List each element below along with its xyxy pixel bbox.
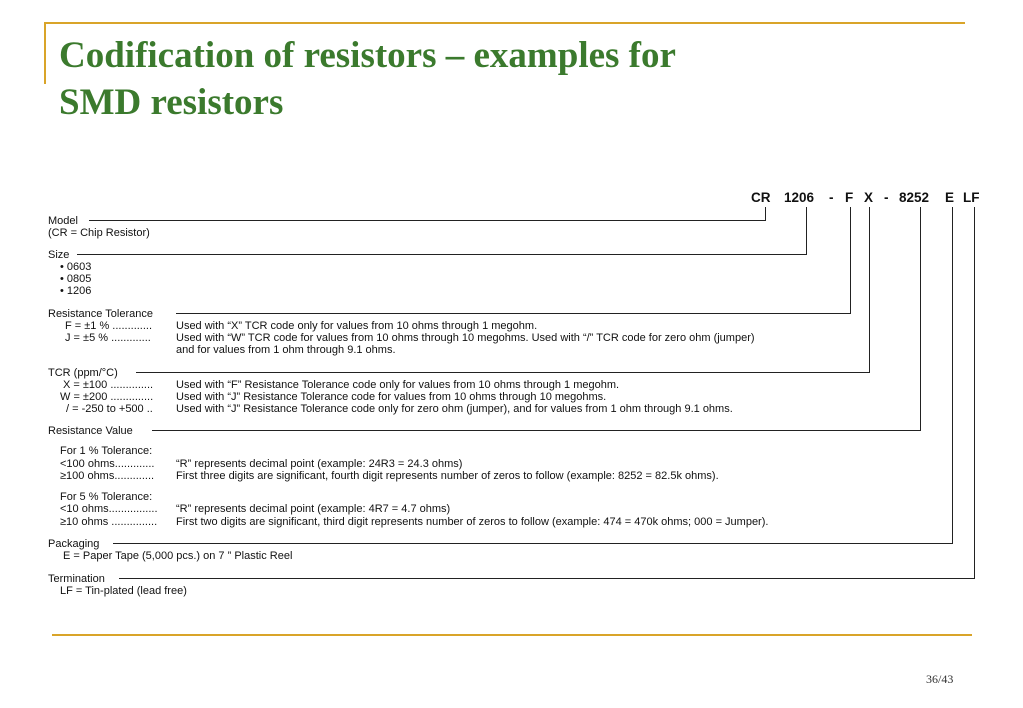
page-number: 36/43 (926, 672, 954, 686)
size-item: • 0603 (60, 261, 92, 273)
tcr-key: W = ±200 .............. (60, 391, 154, 403)
tcr-key: / = -250 to +500 .. (66, 403, 153, 415)
termination-line: LF = Tin-plated (lead free) (60, 585, 187, 597)
value-desc: First three digits are significant, fourth digit represents number of zeros to follow (example: 8252 = 82.5k ohms). (176, 470, 719, 482)
tcr-key: X = ±100 .............. (63, 379, 154, 391)
termination-heading: Termination (48, 573, 105, 585)
tcr-heading: TCR (ppm/°C) (48, 367, 118, 379)
size-heading: Size (48, 249, 70, 261)
model-line: (CR = Chip Resistor) (48, 227, 150, 239)
tolerance-heading: Resistance Tolerance (48, 308, 153, 320)
tolerance-desc: and for values from 1 ohm through 9.1 ohms. (176, 344, 396, 356)
code-size: 1206 (784, 190, 815, 205)
packaging-line: E = Paper Tape (5,000 pcs.) on 7 ” Plastic Reel (63, 550, 293, 562)
tcr-desc: Used with “J” Resistance Tolerance code only for zero ohm (jumper), and for values from 1 ohm through 9.1 ohms. (176, 403, 733, 415)
code-dash-2: - (884, 190, 889, 205)
value-desc: “R” represents decimal point (example: 24R3 = 24.3 ohms) (176, 458, 463, 470)
code-tolerance: F (845, 190, 854, 205)
tolerance-key: J = ±5 % ............. (65, 332, 151, 344)
size-item: • 1206 (60, 285, 92, 297)
code-tcr: X (864, 190, 874, 205)
tolerance-desc: Used with “X” TCR code only for values from 10 ohms through 1 megohm. (176, 320, 538, 332)
value-key: ≥10 ohms ............... (60, 516, 158, 528)
tcr-desc: Used with “F” Resistance Tolerance code only for values from 10 ohms through 1 megohm. (176, 379, 620, 391)
value-desc: First two digits are significant, third digit represents number of zeros to follow (example: 474 = 470k ohms; 000 = Jumper). (176, 516, 769, 528)
bottom-rule (52, 634, 972, 636)
value-key: <10 ohms................ (60, 503, 158, 515)
value-group1-title: For 1 % Tolerance: (60, 445, 153, 457)
code-value: 8252 (899, 190, 930, 205)
packaging-heading: Packaging (48, 538, 100, 550)
code-termination: LF (963, 190, 980, 205)
value-desc: “R” represents decimal point (example: 4R7 = 4.7 ohms) (176, 503, 451, 515)
value-group2-title: For 5 % Tolerance: (60, 491, 153, 503)
value-key: <100 ohms............. (60, 458, 155, 470)
slide-title-line2: SMD resistors (59, 82, 284, 123)
code-cr: CR (751, 190, 771, 205)
model-heading: Model (48, 215, 78, 227)
tolerance-key: F = ±1 % ............. (65, 320, 153, 332)
code-dash-1: - (829, 190, 834, 205)
value-heading: Resistance Value (48, 425, 133, 437)
size-item: • 0805 (60, 273, 92, 285)
part-code (751, 190, 980, 205)
tcr-desc: Used with “J” Resistance Tolerance code for values from 10 ohms through 10 megohms. (176, 391, 607, 403)
value-key: ≥100 ohms............. (60, 470, 155, 482)
slide-title-line1: Codification of resistors – examples for (59, 35, 676, 76)
code-packaging: E (945, 190, 955, 205)
tolerance-desc: Used with “W” TCR code for values from 10 ohms through 10 megohms. Used with “/” TCR code for zero ohm (jumper) (176, 332, 755, 344)
